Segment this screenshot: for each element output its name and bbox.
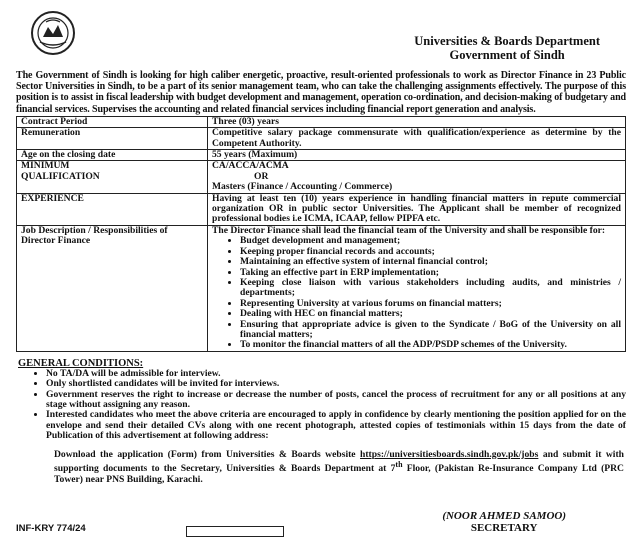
duty-item: • Representing University at various forums on financial matters;: [240, 299, 621, 309]
row-age: [17, 150, 626, 161]
download-post: Floor, (Pakistan Re-Insurance Company Ltd (PRC Tower) near PNS Building, Karachi.: [54, 463, 624, 485]
remuneration-label: Remuneration: [17, 128, 208, 150]
row-experience: [17, 193, 626, 225]
position-details-table: [16, 116, 626, 352]
intro-position: Director Finance in 23 Public Sector Universities in Sindh: [16, 70, 626, 93]
qualification-label: [17, 161, 208, 193]
duty-item: • Keeping proper financial records and accounts;: [240, 247, 621, 257]
duty-item: • Keeping close liaison with various stakeholders including audits, and ministries / departments;: [240, 278, 621, 299]
job-description-label: Job Description / Responsibilities of Director Finance: [17, 225, 208, 351]
signatory-designation: SECRETARY: [470, 522, 538, 534]
header: [16, 6, 626, 66]
general-conditions-title: GENERAL CONDITIONS:: [18, 357, 144, 369]
experience-label: EXPERIENCE: [17, 193, 208, 225]
condition-item: • Government reserves the right to increase or decrease the number of posts, cancel the process of recruitment for any or all positions at any stage without assigning any reason.: [46, 390, 626, 411]
row-remuneration: [17, 128, 626, 150]
qualification-option-2: Masters (Finance / Accounting / Commerce): [212, 181, 393, 193]
qualification-or: OR: [254, 170, 269, 182]
qualification-label-line2: QUALIFICATION: [21, 170, 100, 182]
government-name: Government of Sindh: [449, 48, 565, 62]
experience-value: Having at least ten (10) years experience in handling financial matters in repute commercial organization OR in public sector Universities. The Applicant shall be member of recognized professional bodies i.e ICMA, ICAAP, fellow PIPFA etc.: [208, 193, 626, 225]
intro-rest: , to be a part of its senior management team, who can take the challenging assignments effectively. The purpose of this position is to assist in fiscal leadership with budget development and management, operation co-ordination, and decision-making of budgetary and financial services. Supervises the accounting and related financial services including financial report generation and analysis.: [16, 81, 626, 115]
contract-label: Contract Period: [17, 116, 208, 127]
duty-item: • Ensuring that appropriate advice is given to the Syndicate / BoG of the University on all financial matters;: [240, 320, 621, 341]
duty-item: • To monitor the financial matters of all the ADP/PSDP schemes of the University.: [240, 340, 621, 350]
condition-item: • Only shortlisted candidates will be invited for interviews.: [46, 379, 626, 389]
remuneration-value: Competitive salary package commensurate with qualification/experience as determine by the Competent Authority.: [208, 128, 626, 150]
duties-list: [212, 236, 621, 350]
reference-number: INF-KRY 774/24: [16, 523, 86, 534]
qualification-label-line1: MINIMUM: [21, 160, 70, 172]
footer: [16, 510, 626, 544]
contract-value: Three (03) years: [208, 116, 626, 127]
signature-block: [442, 510, 566, 534]
general-conditions-list: [16, 369, 626, 442]
row-job-description: [17, 225, 626, 351]
condition-item: • No TA/DA will be admissible for interview.: [46, 369, 626, 379]
duty-item: • Taking an effective part in ERP implementation;: [240, 268, 621, 278]
age-value: 55 years (Maximum): [208, 150, 626, 161]
government-of-sindh-emblem-icon: [30, 10, 76, 56]
signatory-name: (NOOR AHMED SAMOO): [442, 510, 566, 522]
urdu-notice-box: [186, 526, 284, 537]
row-qualification: [17, 161, 626, 193]
job-description-intro: The Director Finance shall lead the financial team of the University and shall be responsible for:: [212, 224, 606, 236]
download-instructions: [54, 450, 624, 486]
age-label: Age on the closing date: [17, 150, 208, 161]
intro-paragraph: [16, 70, 626, 115]
condition-item: • Interested candidates who meet the above criteria are encouraged to apply in confidence by clearly mentioning the position applied for on the envelope and send their detailed CVs along with one recent photograph, attested copies of testimonials within 15 days from the date of Publication of this advertisement at following address:: [46, 410, 626, 441]
qualification-option-1: CA/ACCA/ACMA: [212, 160, 289, 172]
duty-item: • Budget development and management;: [240, 236, 621, 246]
intro-pre: The Government of Sindh is looking for high caliber energetic, proactive, result-oriented professionals to work as: [16, 70, 501, 81]
job-description-value: [208, 225, 626, 351]
department-name: Universities & Boards Department: [414, 34, 600, 48]
floor-suffix: th: [395, 460, 403, 470]
department-heading: [414, 34, 600, 62]
row-contract: [17, 116, 626, 127]
download-pre: Download the application (Form) from Universities & Boards website: [54, 448, 361, 460]
duty-item: • Dealing with HEC on financial matters;: [240, 309, 621, 319]
qualification-value: [208, 161, 626, 193]
jobs-url-link[interactable]: https://universitiesboards.sindh.gov.pk/jobs: [360, 448, 539, 460]
download-mid: and submit it with supporting documents to the Secretary, Universities & Boards Department at 7: [54, 448, 624, 475]
duty-item: • Maintaining an effective system of internal financial control;: [240, 257, 621, 267]
